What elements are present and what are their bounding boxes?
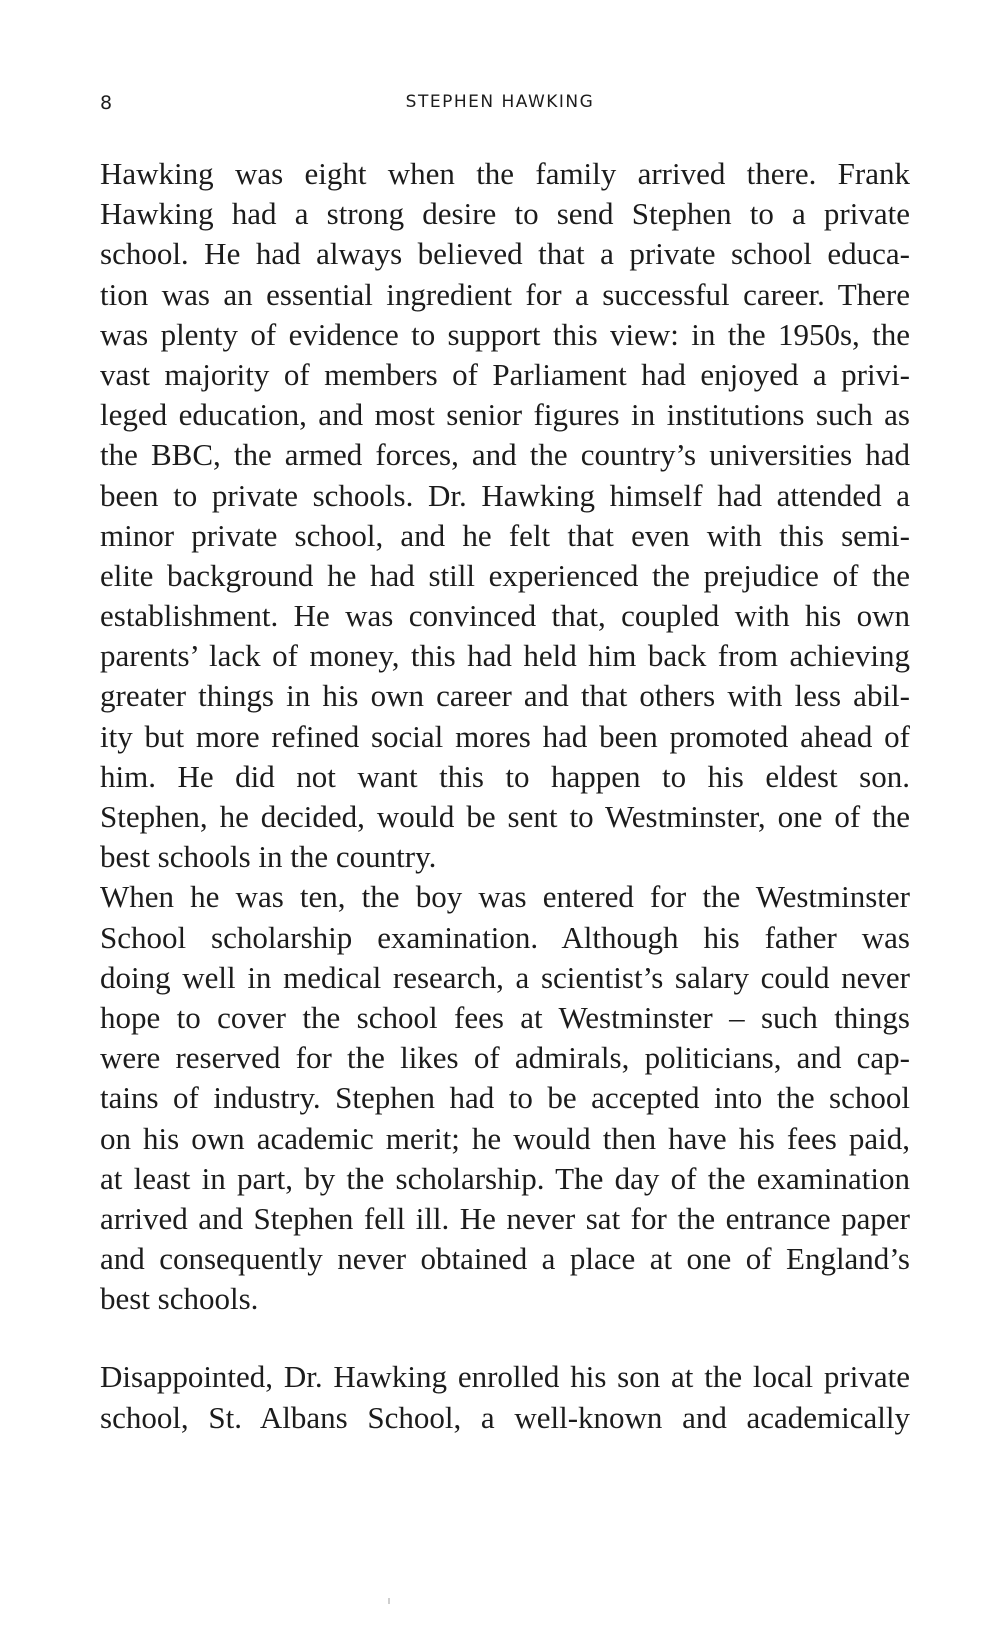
text-line: were reserved for the likes of admirals, politicians, and cap- bbox=[100, 1040, 910, 1076]
text-line: elite background he had still experienced the prejudice of the bbox=[100, 557, 910, 593]
text-line: Stephen, he decided, would be sent to Westminster, one of the bbox=[100, 799, 910, 834]
text-line: School scholarship examination. Although his father was bbox=[100, 919, 910, 955]
scan-mark bbox=[388, 1598, 390, 1604]
text-line: ity but more refined social mores had been promoted ahead of bbox=[100, 718, 910, 754]
text-line: arrived and Stephen fell ill. He never sat for the entrance paper bbox=[100, 1200, 910, 1236]
text-line: greater things in his own career and that others with less abil- bbox=[100, 678, 910, 714]
running-head: STEPHEN HAWKING bbox=[405, 92, 595, 112]
text-line: been to private schools. Dr. Hawking himself had attended a bbox=[100, 477, 910, 513]
text-line: Disappointed, Dr. Hawking enrolled his son at the local private bbox=[100, 1359, 910, 1395]
text-line: tion was an essential ingredient for a successful career. There bbox=[100, 276, 910, 312]
text-line: school, St. Albans School, a well-known and academically bbox=[100, 1399, 910, 1435]
text-line: him. He did not want this to happen to his eldest son. bbox=[100, 758, 910, 794]
text-line: the BBC, the armed forces, and the country’s universities had bbox=[100, 437, 910, 473]
text-line: When he was ten, the boy was entered for the Westminster bbox=[100, 879, 910, 915]
paragraph-2 bbox=[100, 877, 910, 1319]
body-text bbox=[100, 154, 910, 1438]
text-line: and consequently never obtained a place at one of England’s bbox=[100, 1241, 910, 1277]
section-break bbox=[100, 1319, 910, 1357]
text-line: establishment. He was convinced that, coupled with his own bbox=[100, 598, 910, 634]
text-line: best schools. bbox=[100, 1281, 259, 1317]
paragraph-3 bbox=[100, 1357, 910, 1437]
paragraph-1 bbox=[100, 154, 910, 877]
text-line: at least in part, by the scholarship. The day of the examination bbox=[100, 1160, 910, 1196]
text-line: Hawking was eight when the family arrived there. Frank bbox=[100, 156, 910, 191]
page-number: 8 bbox=[100, 92, 113, 114]
text-line: parents’ lack of money, this had held him back from achieving bbox=[100, 638, 910, 674]
text-line: doing well in medical research, a scientist’s salary could never bbox=[100, 959, 910, 995]
text-line: vast majority of members of Parliament had enjoyed a privi- bbox=[100, 356, 910, 392]
text-line: school. He had always believed that a private school educa- bbox=[100, 236, 910, 272]
text-line: Hawking had a strong desire to send Stephen to a private bbox=[100, 196, 910, 232]
text-line: leged education, and most senior figures in institutions such as bbox=[100, 397, 910, 433]
text-line: tains of industry. Stephen had to be accepted into the school bbox=[100, 1080, 910, 1116]
text-line: on his own academic merit; he would then have his fees paid, bbox=[100, 1120, 910, 1156]
text-line: was plenty of evidence to support this view: in the 1950s, the bbox=[100, 316, 910, 352]
text-line: hope to cover the school fees at Westminster – such things bbox=[100, 999, 910, 1035]
text-line: best schools in the country. bbox=[100, 839, 437, 875]
text-line: minor private school, and he felt that even with this semi- bbox=[100, 517, 910, 553]
